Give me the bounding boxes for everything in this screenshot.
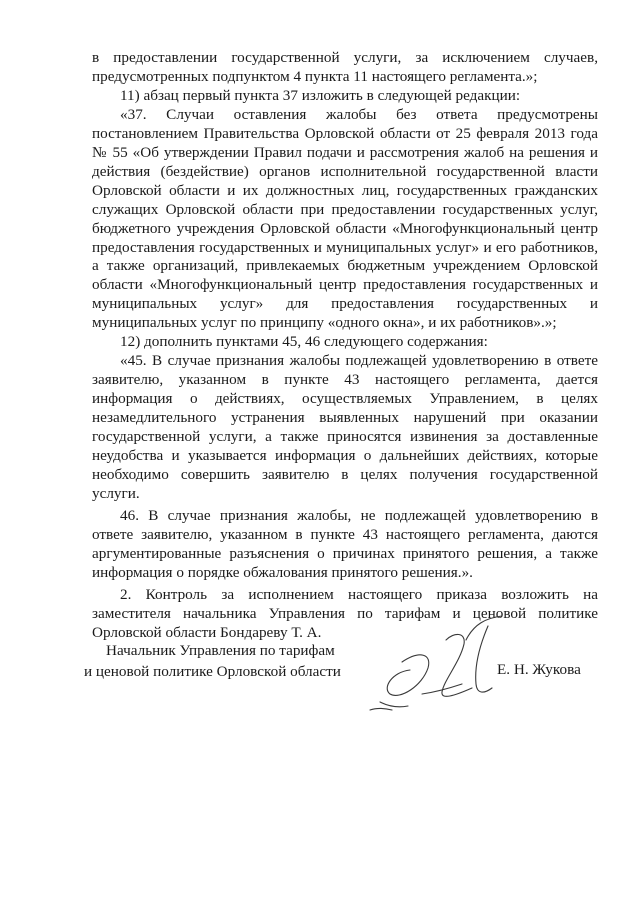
paragraph-continuation: в предоставлении государственной услуги, за исключением случаев, предусмотренных подпунктом 4 пункта 11 настоящего регламента.»; <box>92 49 598 85</box>
document-body <box>92 49 598 643</box>
paragraph-point-45: «45. В случае признания жалобы подлежащей удовлетворению в ответе заявителю, указанном в пункте 43 настоящего регламента, дается информация о действиях, осуществляемых Управлением, в целях незамедлительного устранения выявленных нарушений при оказании государственной услуги, а также приносятся извинения за доставленные неудобства и указывается информация о дальнейших действиях, которые необходимо совершить заявителю в целях получения государственной услуги. <box>92 352 598 502</box>
paragraph-point-46: 46. В случае признания жалобы, не подлежащей удовлетворению в ответе заявителю, указанном в пункте 43 настоящего регламента, даются аргументированные разъяснения о причинах принятого решения, а также информация о порядке обжалования принятого решения.». <box>92 506 598 581</box>
signatory-position <box>84 640 341 682</box>
signatory-position-line2: и ценовой политике Орловской области <box>84 663 341 680</box>
paragraph-point-37: «37. Случаи оставления жалобы без ответа предусмотрены постановлением Правительства Орловской области от 25 февраля 2013 года № 55 «Об утверждении Правил подачи и рассмотрения жалоб на решения и действия (бездействие) органов исполнительной государственной власти Орловской области и их должностных лиц, государственных гражданских служащих Орловской области при предоставлении государственных услуг, бюджетного учреждения Орловской области «Многофункциональный центр предоставления государственных и муниципальных услуг» и его работников, а также организаций, привлекаемых бюджетным учреждением Орловской области «Многофункциональный центр предоставления государственных и муниципальных услуг» для предоставления государственных и муниципальных услуг по принципу «одного окна», и их работников».»; <box>92 105 598 332</box>
signatory-position-line1: Начальник Управления по тарифам <box>106 642 335 659</box>
paragraph-item-11: 11) абзац первый пункта 37 изложить в следующей редакции: <box>120 86 521 104</box>
paragraph-control: 2. Контроль за исполнением настоящего приказа возложить на заместителя начальника Управления по тарифам и ценовой политике Орловской области Бондареву Т. А. <box>92 585 598 641</box>
signatory-name: Е. Н. Жукова <box>497 661 581 678</box>
paragraph-item-12: 12) дополнить пунктами 45, 46 следующего содержания: <box>120 333 488 351</box>
